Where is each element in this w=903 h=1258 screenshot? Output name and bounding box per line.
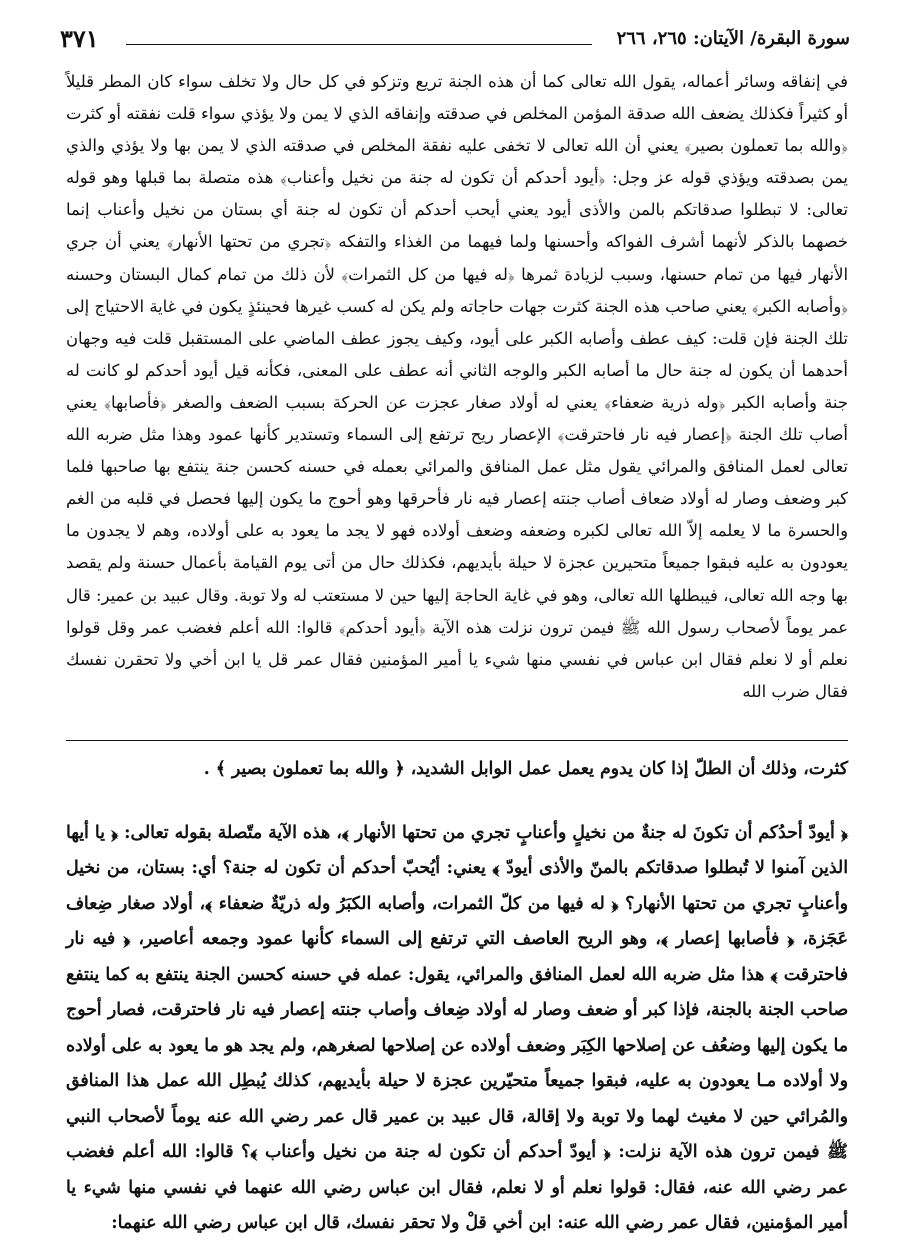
commentary-text: في إنفاقه وسائر أعماله، يقول الله تعالى كما أن هذه الجنة تريع وتزكو في كل حال ولا تخلف سواء كان المطر قليلاً أو كثيراً فكذلك يضعف الله صدقة المؤمن المخلص في صدقته وإنفاقه الذي لا يمن ولا يؤذي سواء قلت نفقته أو كثرت ﴿والله بما تعملون بصير﴾ يعني أن الله تعالى لا تخفى عليه نفقة المخلص في صدقته الذي لا يمن بها ولا يؤذي والذي يمن بصدقته ويؤذي قوله عز وجل: ﴿أيود أحدكم أن تكون له جنة من نخيل وأعناب﴾ هذه متصلة بما قبلها وهو قوله تعالى: لا تبطلوا صدقاتكم بالمن والأذى أيود يعني أيحب أحدكم أن تكون له جنة أي بستان من نخيل وأعناب إنما خصهما بالذكر لأنهما أشرف الفواكه وأحسنها ولما فيهما من الغذاء والتفكه ﴿تجري من تحتها الأنهار﴾ يعني أن جري الأنهار فيها من تمام حسنها، وسبب لزيادة ثمرها ﴿له فيها من كل الثمرات﴾ لأن ذلك من تمام كمال البستان وحسنه ﴿وأصابه الكبر﴾ يعني صاحب هذه الجنة كثرت جهات حاجاته ولم يكن له كسب غيرها فحينئذٍ يكون في غاية الاحتياج إلى تلك الجنة فإن قلت: كيف عطف وأصابه الكبر على أيود، وكيف يجوز عطف الماضي على المستقبل قلت فيه وجهان أحدهما أن يكون له جنة حال ما أصابه الكبر والوجه الثاني أنه عطف على المعنى، فكأنه قيل أيود أحدكم لو كانت له جنة وأصابه الكبر ﴿وله ذرية ضعفاء﴾ يعني له أولاد صغار عجزت عن الحركة بسبب الضعف والصغر ﴿فأصابها﴾ يعني أصاب تلك الجنة ﴿إعصار فيه نار فاحترقت﴾ الإعصار ريح ترتفع إلى السماء وتستدير كأنها عمود وهذا مثل ضربه الله تعالى لعمل المنافق والمرائي يقول مثل عمل المنافق والمرائي بعمله في حسنه كحسن جنة ينتفع بها صاحبها فلما كبر وضعف وصار له أولاد ضعاف أصاب جنته إعصار فيه نار فأحرقها وهو أحوج ما يكون إليها فحصل في قلبه من الغم والحسرة ما لا يعلمه إلاّ الله تعالى لكبره وضعفه وضعف أولاده فهو لا يجد ما يعود به على أولاده، وهم لا يجدون ما يعودون به عليه فبقوا جميعاً متحيرين عجزة لا حيلة بأيديهم، فكذلك حال من أتى يوم القيامة بأعمال حسنة ولم يقصد بها وجه الله تعالى، فيبطلها الله تعالى، وهو في غاية الحاجة إليها حين لا مستعتب له ولا توبة. وقال عبيد بن عمير: قال عمر يوماً لأصحاب رسول الله ﷺ فيمن ترون نزلت هذه الآية ﴿أيود أحدكم﴾ قالوا: الله أعلم فغضب عمر وقل قولوا نعلم أو لا نعلم فقال ابن عباس في نفسي منها شيء يا أمير المؤمنين فقال عمر قل يا ابن أخي ولا تحقرن نفسك فقال ضرب الله: [66, 72, 848, 701]
lower-commentary-block: [66, 752, 848, 1242]
section-divider: [66, 740, 848, 741]
commentary-block: [66, 66, 848, 708]
page-number: ٣٧١: [60, 24, 99, 53]
running-title: سورة البقرة/ الآيتان: ٢٦٥، ٢٦٦: [616, 28, 850, 49]
lower-paragraph-1: كثرت، وذلك أن الطلّ إذا كان يدوم يعمل عمل الوابل الشديد، ﴿ والله بما تعملون بصير ﴾ .: [203, 759, 848, 779]
header-rule: [126, 44, 592, 45]
page-header: [60, 22, 850, 56]
lower-paragraph-2: ﴿ أيودّ أحدُكم أن تكونَ له جنةٌ من نخيلٍ وأعنابٍ تجري من تحتها الأنهار ﴾، هذه الآية متّصلة بقوله تعالى: ﴿ يا أيها الذين آمنوا لا تُبطلوا صدقاتكم بالمنّ والأذى أيودّ ﴾ يعني: أيُحبّ أحدكم أن تكون له جنة؟ أي: بستان، من نخيل وأعنابٍ تجري من تحتها الأنهار؟ ﴿ له فيها من كلّ الثمرات، وأصابه الكبَرُ وله ذريّةٌ ضعفاء ﴾، أولاد صغار ضِعاف عَجَزة، ﴿ فأصابها إعصار ﴾، وهو الريح العاصف التي ترتفع إلى السماء كأنها عمود وجمعه أعاصير، ﴿ فيه نار فاحترقت ﴾ هذا مثل ضربه الله لعمل المنافق والمرائي، يقول: عمله في حسنه كحسن الجنة ينتفع به كما ينتفع صاحب الجنة بالجنة، فإذا كبر أو ضعف وصار له أولاد ضِعاف وأصاب جنته إعصار فيه نار فاحترقت، فصار أحوج ما يكون إليها وضعُف عن إصلاحها الكِبَر وضعف أولاده عن إصلاحها لصغرهم، ولم يجد هو ما يعود به على أولاده ولا أولاده مـا يعودون به عليه، فبقوا جميعاً متحيّرين عجزة لا حيلة بأيديهم، كذلك يُبطِل الله عمل هذا المنافق والمُرائي حين لا مغيث لهما ولا توبة ولا إقالة، قال عبيد بن عمير قال عمر رضي الله عنه يوماً لأصحاب النبي ﷺ فيمن ترون هذه الآية نزلت: ﴿ أيودّ أحدكم أن تكون له جنة من نخيل وأعناب ﴾؟ قالوا: الله أعلم فغضب عمر رضي الله عنه، فقال: قولوا نعلم أو لا نعلم، فقال ابن عباس رضي الله عنهما في نفسي منها شيء يا أمير المؤمنين، فقال عمر رضي الله عنه: ابن أخي قلْ ولا تحقر نفسك، قال ابن عباس رضي الله عنهما:: [66, 822, 848, 1233]
paragraph-gap: [66, 788, 848, 816]
